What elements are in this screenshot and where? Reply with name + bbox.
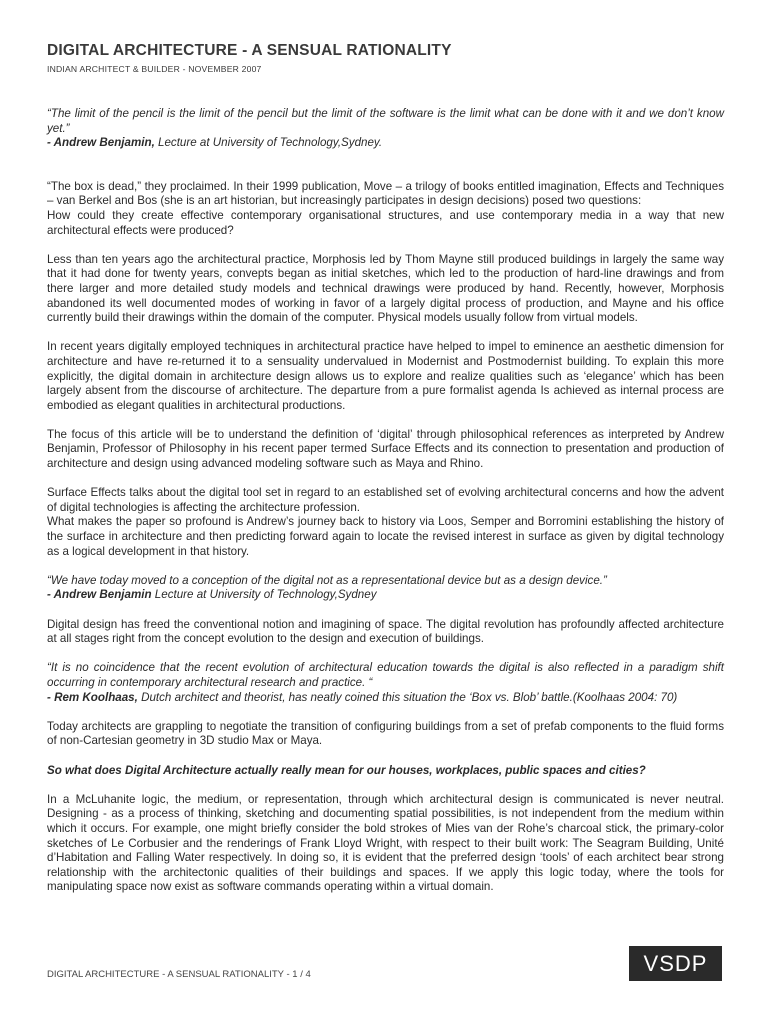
quote-block-2 — [47, 574, 724, 603]
quote-text: “We have today moved to a conception of the digital not as a representational device but as a design device.” — [47, 573, 607, 587]
paragraph: Digital design has freed the conventional notion and imagining of space. The digital revolution has profoundly affected architecture at all stages right from the concept evolution to the design and execution of buildings. — [47, 617, 724, 646]
paragraph: In recent years digitally employed techniques in architectural practice have helped to impel to eminence an aesthetic dimension for architecture and have re-returned it to a sensuality undervalued in Modernist and Postmodernist building. To explain this more explicitly, the digital domain in architecture design allows us to explore and realize qualities such as ‘elegance’ which has been largely absent from the discourse of architecture. The departure from a pure formalist agenda Is achieved as internal process are embodied as elegant qualities in architectural productions. — [47, 340, 724, 412]
publication-subtitle: INDIAN ARCHITECT & BUILDER - NOVEMBER 2007 — [47, 64, 262, 74]
document-page — [47, 42, 724, 895]
paragraph: “The box is dead,” they proclaimed. In their 1999 publication, Move – a trilogy of books entitled imagination, Effects and Techniques – van Berkel and Bos (she is an art historian, but increasingly participates in design decisions) posed two questions: — [47, 179, 724, 208]
paragraph: In a McLuhanite logic, the medium, or representation, through which architectural design is communicated is never neutral. Designing - as a process of thinking, sketching and documenting spatial possibilities, is not independent from the medium within which it occurs. For example, one might briefly consider the bold strokes of Mies van der Rohe’s charcoal stick, the primary-color sketches of Le Corbusier and the renderings of Frank Lloyd Wright, with respect to their built work: The Seagram Building, Unité d’Habitation and Falling Water respectively. In doing so, it is evident that the preferred design ‘tools’ of each architect bear strong relationship with the architectonic qualities of their buildings and spaces. If we apply this logic today, where the tools for manipulating space now exist as software commands operating within a virtual domain. — [47, 792, 724, 894]
page-footer: DIGITAL ARCHITECTURE - A SENSUAL RATIONALITY - 1 / 4 — [47, 969, 311, 980]
quote-attribution — [47, 136, 724, 151]
quote-author-role: Lecture at University of Technology,Sydney — [151, 588, 377, 602]
quote-block-1 — [47, 107, 724, 151]
quote-author: - Andrew Benjamin — [47, 588, 152, 602]
section-question: So what does Digital Architecture actually really mean for our houses, workplaces, public spaces and cities? — [47, 763, 646, 777]
quote-author: - Rem Koolhaas, — [47, 690, 138, 704]
quote-author-role: Dutch architect and theorist, has neatly coined this situation the ‘Box vs. Blob’ battle.(Koolhaas 2004: 70) — [137, 690, 678, 704]
paragraph: Less than ten years ago the architectural practice, Morphosis led by Thom Mayne still produced buildings in largely the same way that it had done for twenty years, convepts began as initial sketches, which led to the production of hard-line drawings and from there larger and more detailed study models and technical drawings were produced by hand. Recently, however, Morphosis abandoned its well documented modes of working in favor of a largely digital process of production, and Mayne and his office currently build their drawings within the domain of the computer. Physical models usually follow from virtual models. — [47, 252, 724, 325]
page-title: DIGITAL ARCHITECTURE - A SENSUAL RATIONALITY — [47, 42, 452, 59]
paragraph: What makes the paper so profound is Andrew’s journey back to history via Loos, Semper and Borromini establishing the history of the surface in architecture and then predicting forward again to locate the revised interest in surface as given by digital technology as a logical development in that history. — [47, 515, 724, 558]
quote-text: “The limit of the pencil is the limit of the pencil but the limit of the software is the limit what can be done with it and we don’t know yet.” — [47, 107, 724, 135]
paragraph: Today architects are grappling to negotiate the transition of configuring buildings from a set of prefab components to the fluid forms of non-Cartesian geometry in 3D studio Max or Maya. — [47, 719, 724, 748]
quote-attribution — [47, 691, 724, 706]
quote-block-3 — [47, 661, 724, 705]
vsdp-logo: VSDP — [629, 946, 722, 981]
paragraph: Surface Effects talks about the digital tool set in regard to an established set of evolving architectural concerns and how the advent of digital technologies is affecting the architecture profession. — [47, 486, 724, 514]
quote-author-role: Lecture at University of Technology,Sydney. — [154, 136, 383, 150]
quote-text: “It is no coincidence that the recent evolution of architectural education towards the digital is also reflected in a paradigm shift occurring in contemporary architectural research and practice. “ — [47, 661, 724, 689]
quote-author: - Andrew Benjamin, — [47, 136, 155, 150]
quote-attribution — [47, 588, 724, 603]
paragraph: How could they create effective contemporary organisational structures, and use contemporary media in a way that new architectural effects were produced? — [47, 208, 724, 237]
paragraph: The focus of this article will be to understand the definition of ‘digital’ through philosophical references as interpreted by Andrew Benjamin, Professor of Philosophy in his recent paper termed Surface Effects and its connection to presentation and production of architecture and design using advanced modeling software such as Maya and Rhino. — [47, 427, 724, 471]
